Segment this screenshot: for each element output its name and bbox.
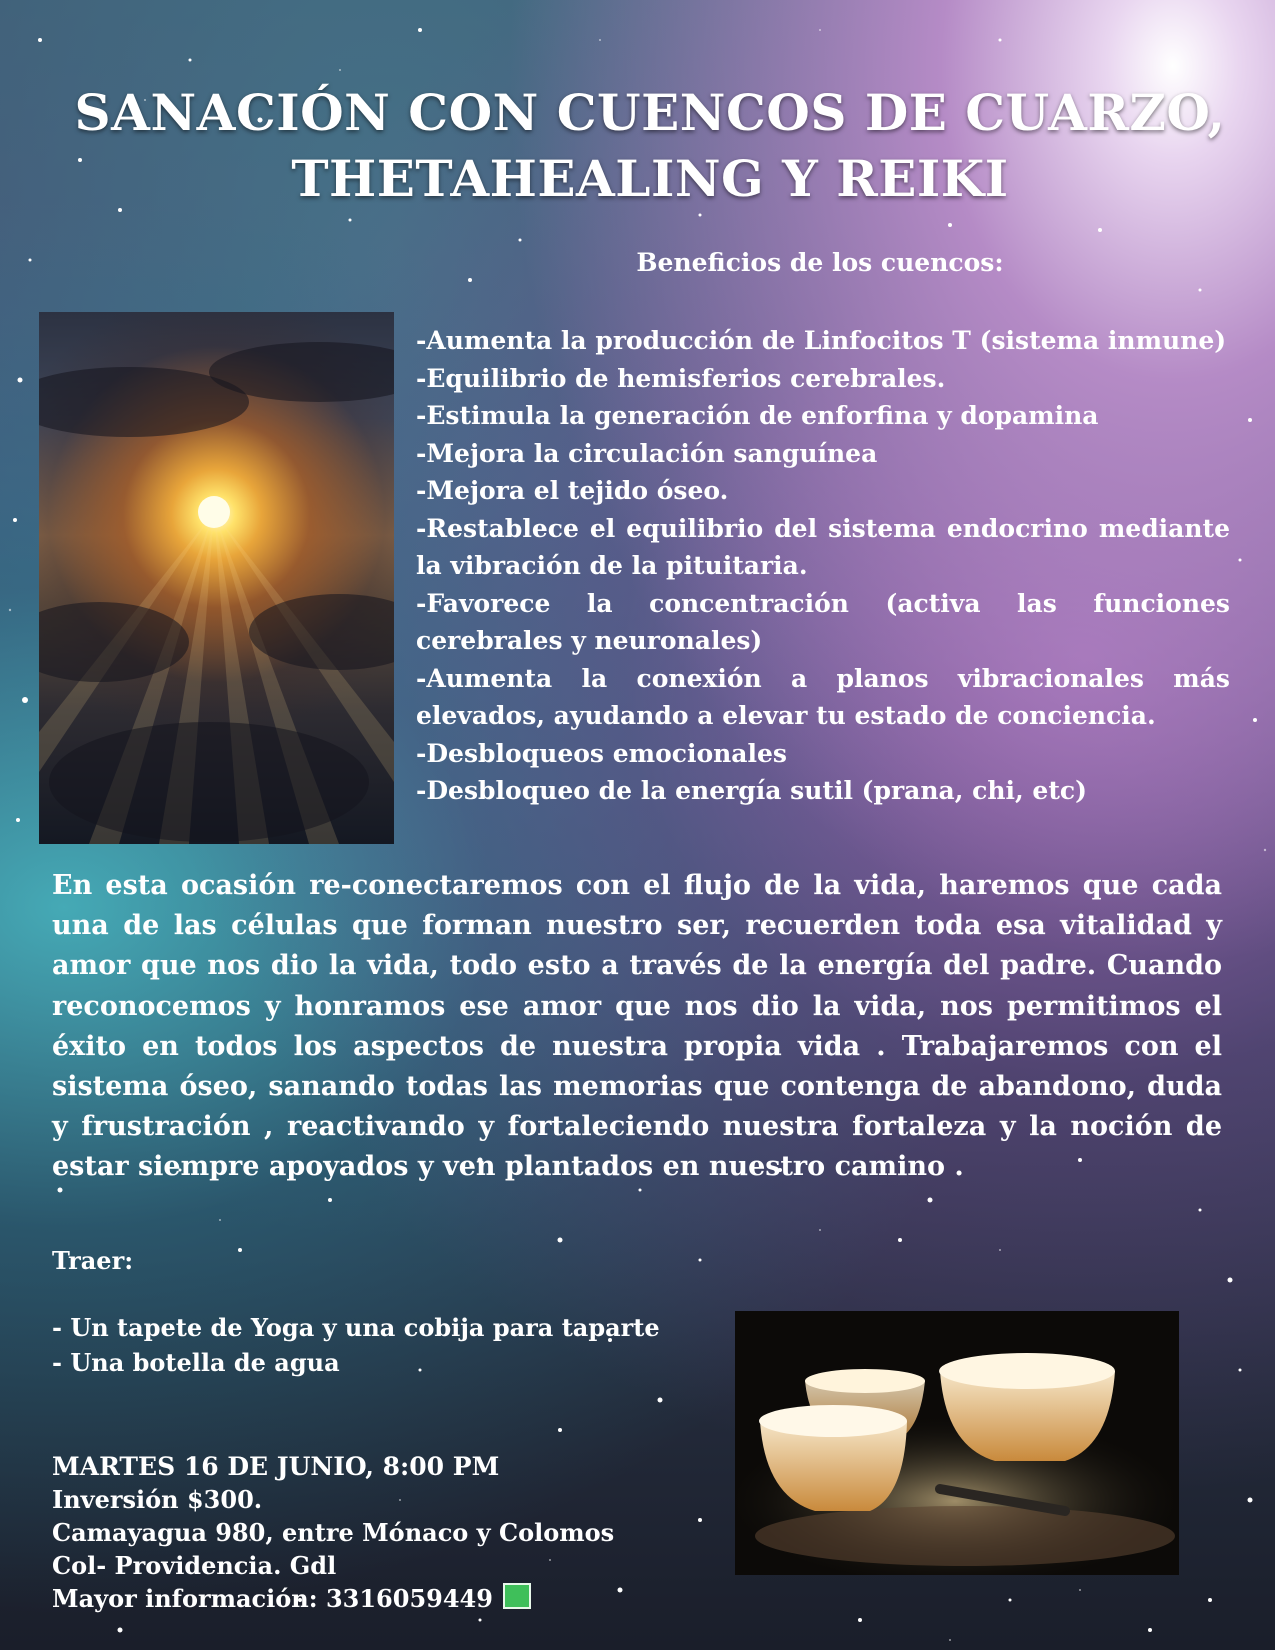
whatsapp-icon xyxy=(503,1583,531,1609)
event-neighborhood: Col- Providencia. Gdl xyxy=(52,1551,337,1580)
sunlight-clouds-image xyxy=(39,312,394,844)
event-contact xyxy=(52,1582,614,1615)
contact-text: Mayor información: 3316059449 xyxy=(52,1584,493,1613)
bring-heading: Traer: xyxy=(52,1246,134,1275)
benefit-item: -Desbloqueos emocionales xyxy=(416,738,787,768)
benefit-item: -Restablece el equilibrio del sistema endocrino mediante la vibración de la pituitaria. xyxy=(416,513,1230,580)
bring-list xyxy=(52,1310,660,1380)
bring-item: - Un tapete de Yoga y una cobija para taparte xyxy=(52,1313,660,1342)
benefits-heading: Beneficios de los cuencos: xyxy=(636,248,1004,277)
event-price: Inversión $300. xyxy=(52,1485,263,1514)
benefit-item: -Estimula la generación de enforfina y dopamina xyxy=(416,401,1099,430)
benefit-item: -Equilibrio de hemisferios cerebrales. xyxy=(416,363,946,393)
benefit-item: -Mejora la circulación sanguínea xyxy=(416,438,878,468)
benefit-item: -Aumenta la conexión a planos vibracionales más elevados, ayudando a elevar tu estado de conciencia. xyxy=(416,663,1230,730)
benefits-list xyxy=(416,322,1230,810)
description-paragraph: En esta ocasión re-conectaremos con el flujo de la vida, haremos que cada una de las células que forman nuestro ser, recuerden toda esa vitalidad y amor que nos dio la vida, todo esto a través de la energía del padre. Cuando reconocemos y honramos ese amor que nos dio la vida, nos permitimos el éxito en todos los aspectos de nuestra propia vida . Trabajaremos con el sistema óseo, sanando todas las memorias que contenga de abandono, duda y frustración , reactivando y fortaleciendo nuestra fortaleza y la noción de estar siempre apoyados y ven plantados en nuestro camino . xyxy=(52,870,1222,1183)
benefit-item: -Favorece la concentración (activa las funciones cerebrales y neuronales) xyxy=(416,588,1230,655)
benefit-item: -Aumenta la producción de Linfocitos T (sistema inmune) xyxy=(416,326,1227,355)
benefit-item: -Mejora el tejido óseo. xyxy=(416,476,729,505)
event-details xyxy=(52,1450,614,1615)
event-date: MARTES 16 DE JUNIO, 8:00 PM xyxy=(52,1452,500,1481)
title-line-1: SANACIÓN CON CUENCOS DE CUARZO, xyxy=(74,83,1226,142)
title-line-2: THETAHEALING Y REIKI xyxy=(291,149,1009,208)
event-address: Camayagua 980, entre Mónaco y Colomos xyxy=(52,1518,615,1547)
event-title xyxy=(60,80,1240,212)
crystal-bowls-image xyxy=(735,1311,1179,1575)
bring-item: - Una botella de agua xyxy=(52,1348,340,1377)
benefit-item: -Desbloqueo de la energía sutil (prana, chi, etc) xyxy=(416,776,1087,805)
